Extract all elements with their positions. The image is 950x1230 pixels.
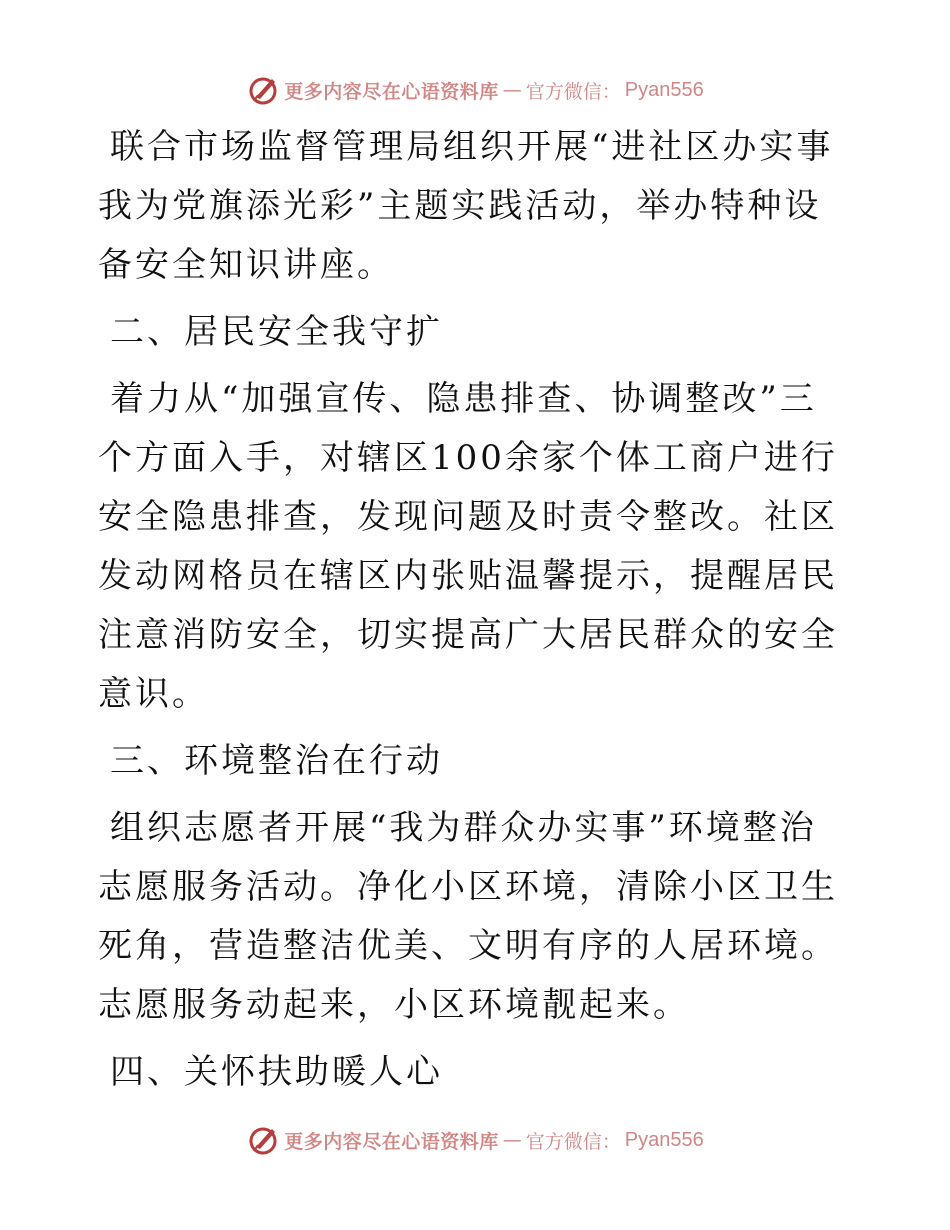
quill-logo-icon [246,73,280,107]
watermark-site: 更多内容尽在心语资料库 [284,1130,499,1153]
heading-2: 二、居民安全我守扩 [110,312,443,352]
paragraph-3: 组织志愿者开展“我为群众办实事”环境整治志愿服务活动。净化小区环境，清除小区卫生死角，营造整洁优美、文明有序的人居环境。志愿服务动起来，小区环境靓起来。 [98,808,838,1025]
watermark-dash: — [502,1129,522,1151]
paragraph-2: 着力从“加强宣传、隐患排查、协调整改”三个方面入手，对辖区100余家个体工商户进行安全隐患排查，发现问题及时责令整改。社区发动网格员在辖区内张贴温馨提示，提醒居民注意消防安全，切实提高广大居民群众的安全意识。 [98,379,838,714]
paragraph-1: 联合市场监督管理局组织开展“进社区办实事我为党旗添光彩”主题实践活动，举办特种设备安全知识讲座。 [98,127,834,285]
footer-watermark [0,1120,950,1160]
watermark-dash: — [502,79,522,101]
document-body [98,118,853,1110]
heading-3: 三、环境整治在行动 [110,741,443,781]
heading-4: 四、关怀扶助暖人心 [110,1052,443,1092]
quill-logo-icon [246,1123,280,1157]
watermark-official: 官方微信： [525,80,621,103]
watermark-site: 更多内容尽在心语资料库 [284,80,499,103]
watermark-official: 官方微信： [525,1130,621,1153]
watermark-account: Pyan556 [624,1128,704,1151]
watermark-account: Pyan556 [624,78,704,101]
header-watermark [0,70,950,110]
